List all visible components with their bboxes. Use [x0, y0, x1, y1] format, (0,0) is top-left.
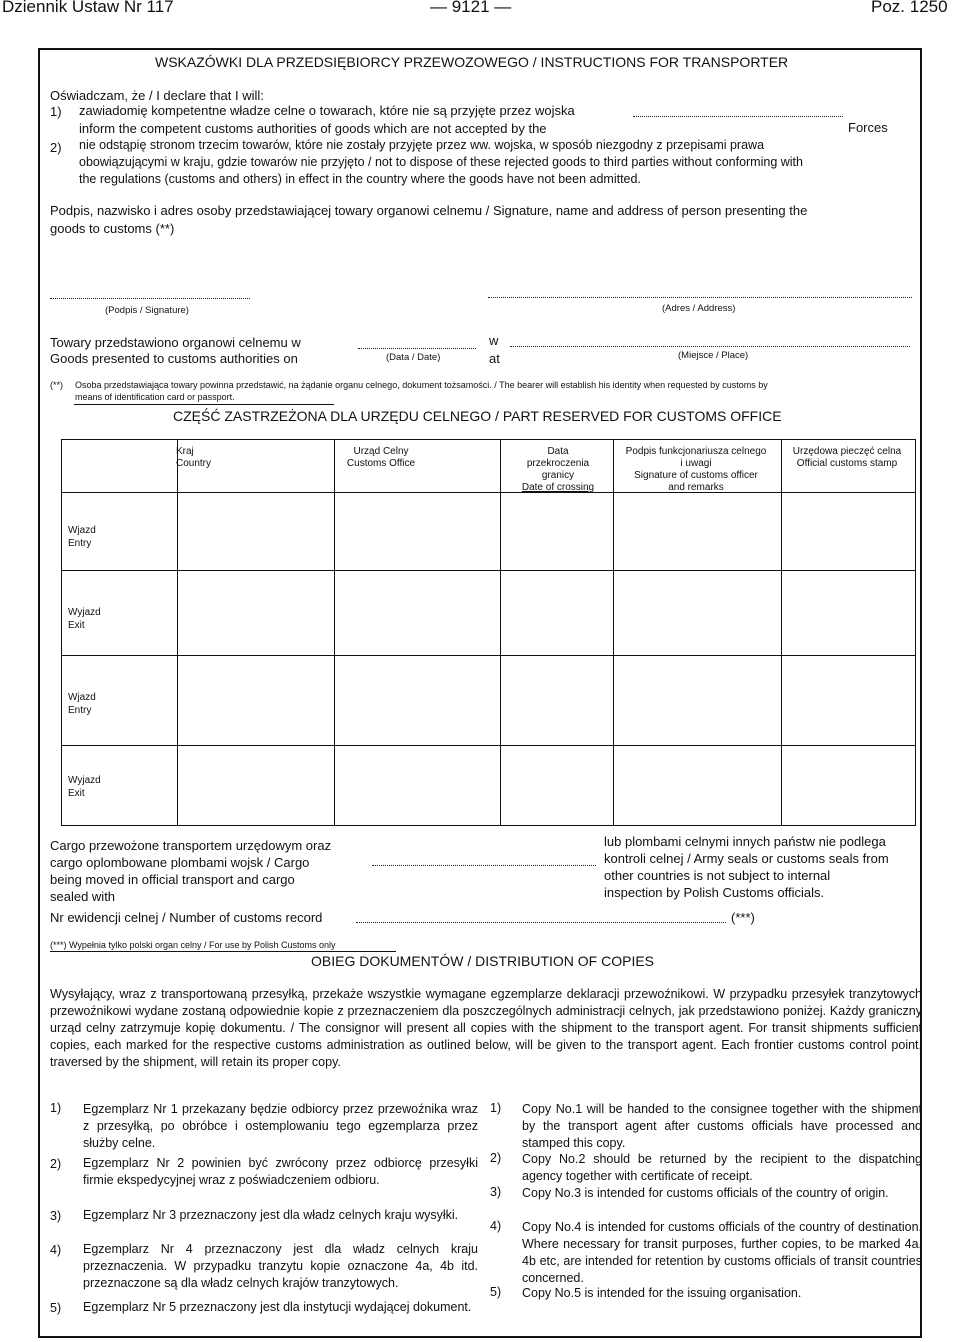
- item-1-line-pl: zawiadomię kompetentne władze celne o towarach, które nie są przyjęte przez wojska: [79, 103, 575, 118]
- cargo-statement-right: lub plombami celnymi innych państw nie podlega kontroli celnej / Army seals or customs seals from other countries is not subject to internal inspection by Polish Customs officials.: [604, 834, 889, 900]
- footnote-3: (***) Wypełnia tylko polski organ celny / For use by Polish Customs only: [50, 940, 336, 950]
- item-1-fill-line[interactable]: [633, 116, 843, 117]
- item-2-line-1: nie odstąpię stronom trzecim towarów, które nie zostały przyjęte przez ww. wojska, w sposób niezgodny z przepisami prawa: [79, 138, 765, 152]
- column-header-customs-office: Urząd Celny Customs Office: [346, 446, 416, 469]
- customs-record-mark: (***): [731, 910, 755, 925]
- seal-type-field[interactable]: [372, 865, 596, 866]
- customs-table: [61, 439, 916, 826]
- footnote-divider: [74, 404, 334, 405]
- item-1-number: 1): [50, 104, 62, 119]
- distribution-list-pl: 1) Egzemplarz Nr 1 przekazany będzie odbiorcy przez przewoźnika wraz z przesyłką, po obróbce i ostemplowaniu tego egzemplarza przez służby celne. 2) Egzemplarz Nr 2 powinien być zwrócony przez odbiorcę przesyłki firmie ekspedycyjnej wraz z poświadczeniem odbioru. 3) Egzemplarz Nr 3 przeznaczony jest dla władz celnych kraju wysyłki. 4) Egzemplarz Nr 4 przeznaczony jest dla władz celnych kraju przeznaczenia. W przypadku tranzytu kopie oznaczone 4a, 4b itd. przeznaczone są dla władz celnych krajów tranzytowych. 5) Egzemplarz Nr 5 przeznaczony jest dla instytucji wydającej dokument.: [50, 1101, 478, 1315]
- distribution-list-en: 1) Copy No.1 will be handed to the consignee together with the shipment by the transport agent after customs officials have processed and stamped this copy. 2) Copy No.2 should be returned by the recipient to the dispatching agency together with certificate of receipt. 3) Copy No.3 is intended for customs officials of the country of origin. 4) Copy No.4 is intended for customs officials of the country of destination. Where necessary for transit purposes, further copies, to be marked 4a, 4b etc, are intended for retention by customs officials of transit countries concerned. 5) Copy No.5 is intended for the issuing organisation.: [490, 1101, 922, 1300]
- place-field[interactable]: [510, 346, 910, 347]
- signature-heading-2: goods to customs (**): [50, 221, 175, 236]
- footnote-2-line-1: Osoba przedstawiająca towary powinna przedstawić, na żądanie organu celnego, dokument tożsamości. / The bearer will establish his identity when requested by customs by: [75, 380, 768, 390]
- presented-pl: Towary przedstawiono organowi celnemu w: [50, 335, 301, 350]
- date-label: (Data / Date): [386, 352, 441, 363]
- declare-text: Oświadczam, że / I declare that I will:: [50, 88, 264, 103]
- footnote-mark-2: (**): [50, 380, 63, 390]
- address-field[interactable]: [488, 297, 912, 298]
- w-label: w: [489, 333, 499, 348]
- presented-en: Goods presented to customs authorities on: [50, 351, 298, 366]
- at-label: at: [489, 351, 500, 366]
- instructions-title: WSKAZÓWKI DLA PRZEDSIĘBIORCY PRZEWOZOWEGO / INSTRUCTIONS FOR TRANSPORTER: [155, 54, 789, 70]
- item-2-line-3: the regulations (customs and others) in effect in the country where the goods have not been admitted.: [79, 172, 641, 186]
- date-field[interactable]: [358, 348, 476, 349]
- item-1-forces: Forces: [848, 120, 888, 135]
- row-label-entry-1: Wjazd Entry: [68, 525, 96, 549]
- place-label: (Miejsce / Place): [678, 350, 749, 361]
- distribution-intro: Wysyłający, wraz z transportowaną przesyłką, przekaże wszystkie wymagane egzemplarze deklaracji przewoźnikowi. W przypadku przesyłek tranzytowych przewoźnikowi wydane zostaną odpowiednie kopie z przeznaczeniem dla poszczególnych administracji celnych, jak przedstawiono poniżej. Każdy graniczny urząd celny zatrzymuje kopię dokumentu. / The consignor will present all copies with the shipment to the transport agent. For transit shipments sufficient copies, each marked for the respective customs administration as outlined below, will be given to the transport agent. Each frontier customs control point, traversed by the shipment, will retain its proper copy.: [50, 987, 922, 1069]
- column-header-customs-stamp: Urzędowa pieczęć celna Official customs stamp: [792, 446, 902, 469]
- customs-record-label: Nr ewidencji celnej / Number of customs record: [50, 910, 323, 925]
- item-2-line-2: obowiązującymi w kraju, gdzie towarów nie przyjęto / not to dispose of these rejected goods to third parties without conforming with: [79, 155, 803, 169]
- item-1-line-en: inform the competent customs authorities of goods which are not accepted by the: [79, 121, 547, 136]
- distribution-title: OBIEG DOKUMENTÓW / DISTRIBUTION OF COPIES: [311, 953, 655, 969]
- cargo-statement-left: Cargo przewożone transportem urzędowym oraz cargo oplombowane plombami wojsk / Cargo being moved in official transport and cargo sealed with: [50, 838, 332, 904]
- column-header-date-of-crossing: Data przekroczenia granicy Date of crossing: [521, 446, 595, 493]
- customs-section-title: CZĘŚĆ ZASTRZEŻONA DLA URZĘDU CELNEGO / PART RESERVED FOR CUSTOMS OFFICE: [173, 408, 782, 424]
- footnote-2-line-2: means of identification card or passport.: [75, 392, 235, 402]
- footnote-3-divider: [50, 951, 396, 952]
- signature-heading-1: Podpis, nazwisko i adres osoby przedstawiającej towary organowi celnemu / Signature, name and address of person presenting the: [50, 203, 808, 218]
- signature-field[interactable]: [50, 298, 250, 299]
- page-number: — 9121 —: [430, 0, 512, 16]
- row-label-entry-2: Wjazd Entry: [68, 692, 96, 716]
- signature-label: (Podpis / Signature): [105, 305, 189, 316]
- column-header-officer-signature: Podpis funkcjonariusza celnego i uwagi Signature of customs officer and remarks: [625, 446, 767, 493]
- column-header-country: Kraj Country: [176, 446, 212, 469]
- row-label-exit-2: Wyjazd Exit: [68, 775, 101, 799]
- customs-record-field[interactable]: [356, 922, 726, 923]
- item-2-number: 2): [50, 140, 62, 155]
- row-label-exit-1: Wyjazd Exit: [68, 607, 101, 631]
- position-number: Poz. 1250: [871, 0, 948, 16]
- address-label: (Adres / Address): [662, 303, 736, 314]
- journal-title: Dziennik Ustaw Nr 117: [2, 0, 174, 16]
